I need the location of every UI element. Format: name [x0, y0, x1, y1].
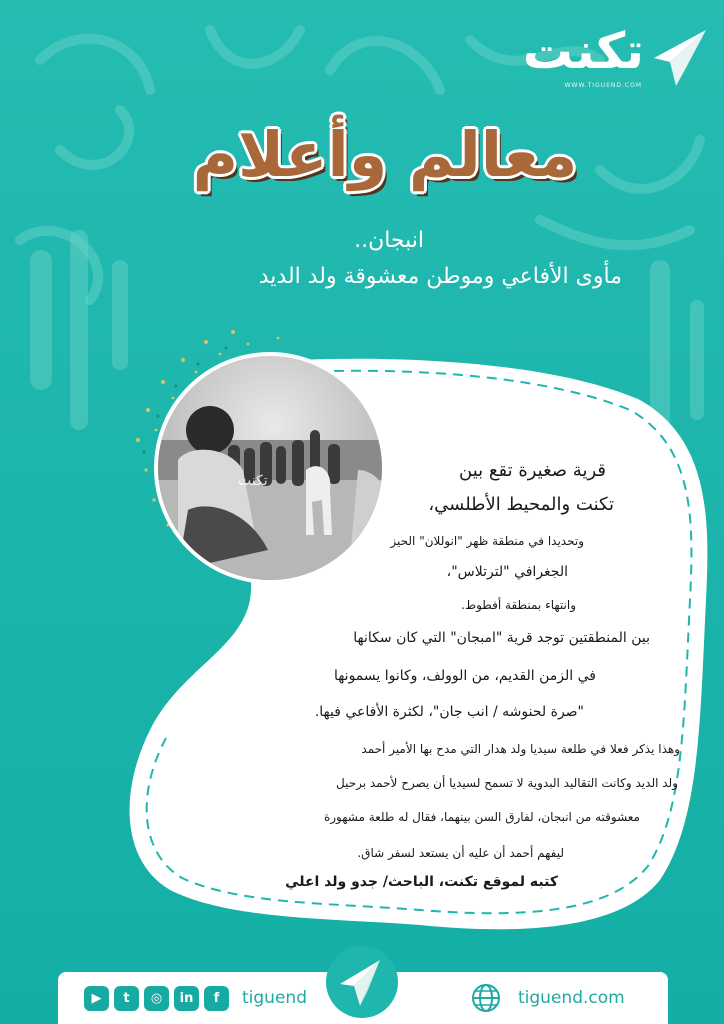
article-line: ولد الديد وكانت التقاليد البدوية لا تسمح لسيديا أن يصرح لأحمد برحيل — [335, 776, 678, 790]
article-line: بين المنطقتين توجد قرية "امبجان" التي كان سكانها — [353, 630, 650, 646]
youtube-icon[interactable]: ▶ — [84, 986, 109, 1011]
twitter-icon[interactable]: t — [114, 986, 139, 1011]
article-line: ليفهم أحمد أن عليه أن يستعد لسفر شاق. — [357, 846, 564, 860]
website-link[interactable]: tiguend.com — [518, 988, 625, 1008]
subtitle-line-1: انبجان.. — [354, 228, 424, 253]
article-line: وتحديدا في منطقة ظهر "انوللان" الحيز — [390, 534, 584, 548]
globe-icon — [470, 982, 502, 1014]
article-line: معشوقته من انبجان، لفارق السن بينهما، فقال له طلعة مشهورة — [323, 810, 640, 824]
logo-url: WWW.TIGUEND.COM — [564, 82, 642, 89]
article-line: الجغرافي "لترتلاس"، — [446, 564, 568, 580]
photo-watermark: تكنت — [238, 473, 268, 489]
facebook-icon[interactable]: f — [204, 986, 229, 1011]
article-line: "صرة لحنوشه / انب جان"، لكثرة الأفاعي فيها. — [314, 704, 584, 720]
article-line: وهذا يذكر فعلا في طلعة سيديا ولد هدار التي مدح بها الأمير أحمد — [361, 742, 680, 756]
social-handle[interactable]: tiguend — [242, 988, 307, 1008]
article-line: وانتهاء بمنطقة أفطوط. — [461, 598, 576, 612]
page-title: معالم وأعلام — [192, 117, 578, 191]
social-links — [84, 986, 229, 1011]
article-line: في الزمن القديم، من الوولف، وكانوا يسمونها — [333, 668, 596, 684]
article-line: قرية صغيرة تقع بين — [459, 460, 606, 481]
linkedin-icon[interactable]: in — [174, 986, 199, 1011]
logo-wordmark: تكنت — [522, 22, 644, 80]
article-line: تكنت والمحيط الأطلسي، — [428, 494, 614, 515]
subtitle-line-2: مأوى الأفاعي وموطن معشوقة ولد الديد — [258, 264, 622, 289]
instagram-icon[interactable]: ◎ — [144, 986, 169, 1011]
article-credit: كتبه لموقع تكنت، الباحث/ جدو ولد اعلي — [285, 874, 558, 890]
footer-bird-logo-icon — [324, 944, 400, 1020]
article-photo — [118, 320, 408, 610]
